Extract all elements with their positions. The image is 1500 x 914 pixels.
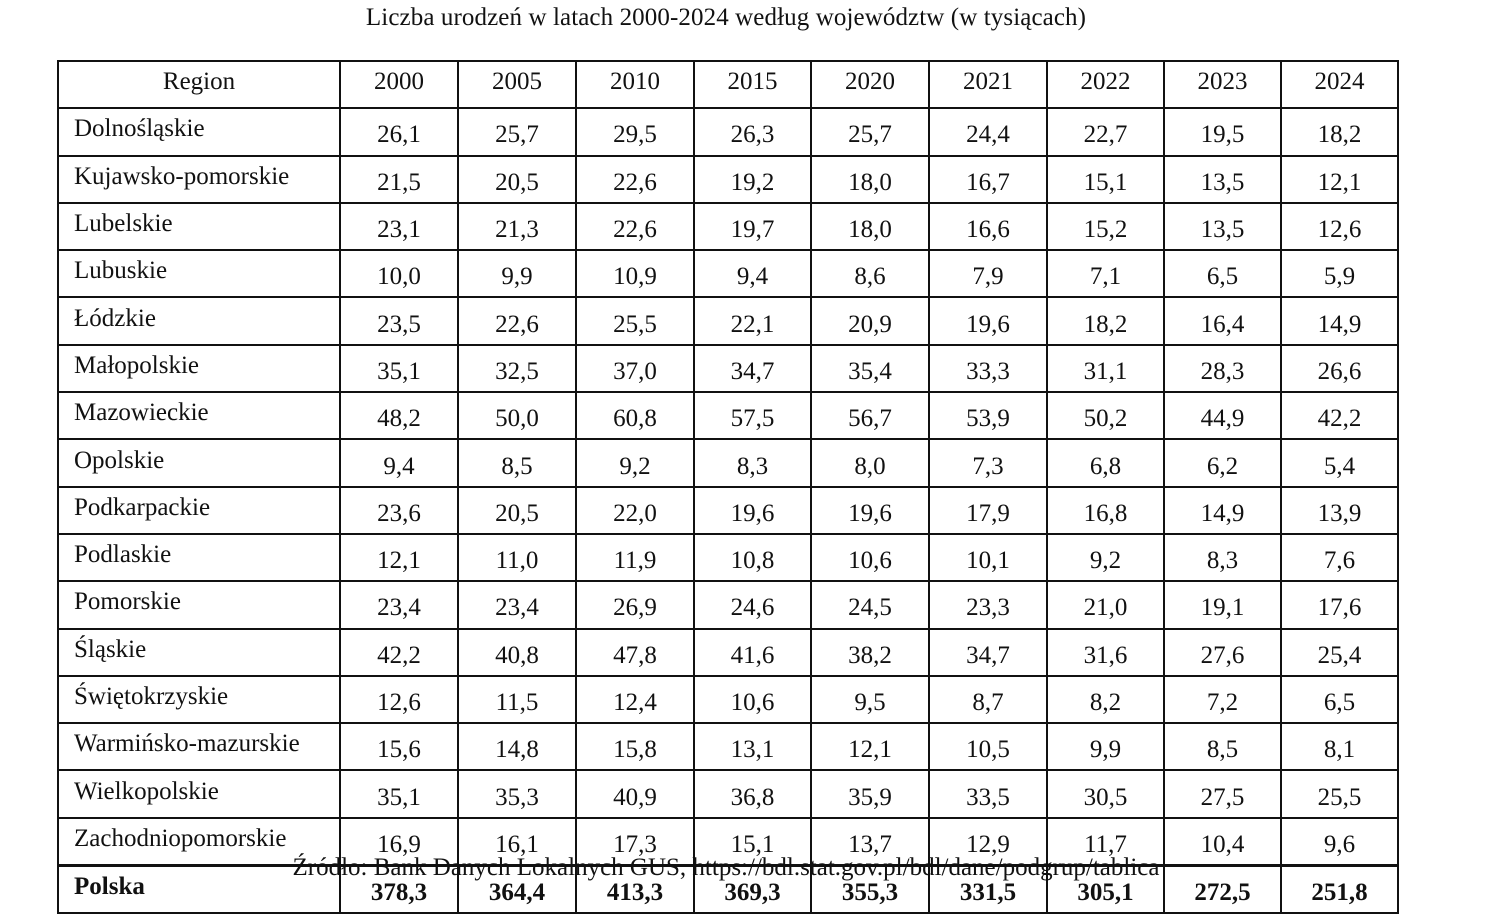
value-cell: 16,8: [1047, 487, 1164, 534]
value-cell: 11,7: [1047, 818, 1164, 866]
value-cell: 13,7: [811, 818, 929, 866]
total-value-cell: 251,8: [1281, 866, 1398, 914]
table-row: [58, 723, 1398, 770]
value-cell: 57,5: [694, 392, 811, 439]
region-name-cell: Zachodniopomorskie: [58, 818, 340, 866]
value-cell: 17,3: [576, 818, 694, 866]
column-header-year: 2010: [576, 61, 694, 108]
value-cell: 20,9: [811, 297, 929, 344]
value-cell: 5,4: [1281, 439, 1398, 486]
value-cell: 9,4: [694, 250, 811, 297]
total-value-cell: 355,3: [811, 866, 929, 914]
value-cell: 9,2: [576, 439, 694, 486]
value-cell: 10,6: [811, 534, 929, 581]
table-row: [58, 203, 1398, 250]
value-cell: 12,1: [340, 534, 458, 581]
value-cell: 56,7: [811, 392, 929, 439]
region-name-cell: Wielkopolskie: [58, 770, 340, 817]
value-cell: 23,5: [340, 297, 458, 344]
value-cell: 10,5: [929, 723, 1047, 770]
value-cell: 23,6: [340, 487, 458, 534]
region-name-cell: Małopolskie: [58, 345, 340, 392]
value-cell: 9,6: [1281, 818, 1398, 866]
region-name-cell: Łódzkie: [58, 297, 340, 344]
column-header-year: 2020: [811, 61, 929, 108]
value-cell: 15,6: [340, 723, 458, 770]
region-name-cell: Opolskie: [58, 439, 340, 486]
table-row: [58, 108, 1398, 155]
value-cell: 35,3: [458, 770, 576, 817]
value-cell: 9,2: [1047, 534, 1164, 581]
value-cell: 30,5: [1047, 770, 1164, 817]
value-cell: 22,7: [1047, 108, 1164, 155]
value-cell: 18,0: [811, 156, 929, 203]
total-value-cell: 305,1: [1047, 866, 1164, 914]
value-cell: 5,9: [1281, 250, 1398, 297]
total-value-cell: 378,3: [340, 866, 458, 914]
total-value-cell: 272,5: [1164, 866, 1281, 914]
value-cell: 50,2: [1047, 392, 1164, 439]
total-label-cell: Polska: [58, 866, 340, 914]
value-cell: 8,7: [929, 676, 1047, 723]
value-cell: 6,5: [1164, 250, 1281, 297]
value-cell: 40,8: [458, 629, 576, 676]
total-value-cell: 369,3: [694, 866, 811, 914]
value-cell: 8,0: [811, 439, 929, 486]
value-cell: 22,6: [576, 156, 694, 203]
value-cell: 7,2: [1164, 676, 1281, 723]
value-cell: 15,8: [576, 723, 694, 770]
source-note: Źródło: Bank Danych Lokalnych GUS, https://bdl.stat.gov.pl/bdl/dane/podgrup/tablica: [292, 854, 1160, 881]
value-cell: 22,6: [576, 203, 694, 250]
table-body: [58, 108, 1398, 913]
value-cell: 8,5: [458, 439, 576, 486]
value-cell: 25,4: [1281, 629, 1398, 676]
table-row: [58, 345, 1398, 392]
column-header-region: Region: [58, 61, 340, 108]
region-name-cell: Mazowieckie: [58, 392, 340, 439]
value-cell: 10,0: [340, 250, 458, 297]
value-cell: 7,9: [929, 250, 1047, 297]
value-cell: 7,1: [1047, 250, 1164, 297]
value-cell: 20,5: [458, 487, 576, 534]
value-cell: 24,5: [811, 581, 929, 628]
value-cell: 35,4: [811, 345, 929, 392]
value-cell: 12,1: [1281, 156, 1398, 203]
value-cell: 13,5: [1164, 203, 1281, 250]
value-cell: 28,3: [1164, 345, 1281, 392]
value-cell: 33,3: [929, 345, 1047, 392]
value-cell: 21,5: [340, 156, 458, 203]
table-row: [58, 487, 1398, 534]
value-cell: 60,8: [576, 392, 694, 439]
value-cell: 27,6: [1164, 629, 1281, 676]
value-cell: 12,1: [811, 723, 929, 770]
value-cell: 31,1: [1047, 345, 1164, 392]
births-table: [57, 60, 1399, 914]
value-cell: 8,3: [1164, 534, 1281, 581]
value-cell: 25,7: [811, 108, 929, 155]
value-cell: 8,2: [1047, 676, 1164, 723]
value-cell: 19,5: [1164, 108, 1281, 155]
value-cell: 23,1: [340, 203, 458, 250]
value-cell: 21,0: [1047, 581, 1164, 628]
value-cell: 10,8: [694, 534, 811, 581]
header-row: [58, 61, 1398, 108]
value-cell: 15,1: [1047, 156, 1164, 203]
column-header-year: 2022: [1047, 61, 1164, 108]
table-row: [58, 297, 1398, 344]
value-cell: 6,8: [1047, 439, 1164, 486]
value-cell: 19,6: [811, 487, 929, 534]
value-cell: 18,2: [1281, 108, 1398, 155]
value-cell: 17,6: [1281, 581, 1398, 628]
value-cell: 36,8: [694, 770, 811, 817]
value-cell: 26,3: [694, 108, 811, 155]
region-name-cell: Śląskie: [58, 629, 340, 676]
value-cell: 27,5: [1164, 770, 1281, 817]
value-cell: 10,1: [929, 534, 1047, 581]
region-name-cell: Podlaskie: [58, 534, 340, 581]
value-cell: 41,6: [694, 629, 811, 676]
value-cell: 16,7: [929, 156, 1047, 203]
region-name-cell: Świętokrzyskie: [58, 676, 340, 723]
value-cell: 34,7: [929, 629, 1047, 676]
value-cell: 23,4: [458, 581, 576, 628]
region-name-cell: Kujawsko-pomorskie: [58, 156, 340, 203]
value-cell: 42,2: [340, 629, 458, 676]
region-name-cell: Dolnośląskie: [58, 108, 340, 155]
value-cell: 34,7: [694, 345, 811, 392]
value-cell: 22,6: [458, 297, 576, 344]
table-row: [58, 770, 1398, 817]
value-cell: 12,6: [340, 676, 458, 723]
table-header: [58, 61, 1398, 108]
value-cell: 9,5: [811, 676, 929, 723]
value-cell: 8,5: [1164, 723, 1281, 770]
value-cell: 21,3: [458, 203, 576, 250]
value-cell: 18,2: [1047, 297, 1164, 344]
value-cell: 32,5: [458, 345, 576, 392]
value-cell: 48,2: [340, 392, 458, 439]
value-cell: 25,7: [458, 108, 576, 155]
value-cell: 23,4: [340, 581, 458, 628]
value-cell: 12,6: [1281, 203, 1398, 250]
value-cell: 19,6: [694, 487, 811, 534]
column-header-year: 2024: [1281, 61, 1398, 108]
column-header-year: 2023: [1164, 61, 1281, 108]
value-cell: 26,9: [576, 581, 694, 628]
value-cell: 18,0: [811, 203, 929, 250]
value-cell: 11,5: [458, 676, 576, 723]
region-name-cell: Lubuskie: [58, 250, 340, 297]
value-cell: 7,6: [1281, 534, 1398, 581]
value-cell: 16,4: [1164, 297, 1281, 344]
value-cell: 15,1: [694, 818, 811, 866]
table-row: [58, 156, 1398, 203]
value-cell: 16,1: [458, 818, 576, 866]
value-cell: 33,5: [929, 770, 1047, 817]
value-cell: 14,9: [1281, 297, 1398, 344]
value-cell: 14,9: [1164, 487, 1281, 534]
value-cell: 10,9: [576, 250, 694, 297]
value-cell: 19,1: [1164, 581, 1281, 628]
value-cell: 53,9: [929, 392, 1047, 439]
value-cell: 37,0: [576, 345, 694, 392]
value-cell: 19,7: [694, 203, 811, 250]
region-name-cell: Pomorskie: [58, 581, 340, 628]
value-cell: 16,9: [340, 818, 458, 866]
value-cell: 25,5: [576, 297, 694, 344]
value-cell: 6,2: [1164, 439, 1281, 486]
value-cell: 35,1: [340, 345, 458, 392]
value-cell: 10,6: [694, 676, 811, 723]
table-title: Liczba urodzeń w latach 2000-2024 według województw (w tysiącach): [365, 4, 1087, 31]
value-cell: 23,3: [929, 581, 1047, 628]
value-cell: 8,1: [1281, 723, 1398, 770]
value-cell: 44,9: [1164, 392, 1281, 439]
table-row: [58, 629, 1398, 676]
table-row: [58, 250, 1398, 297]
value-cell: 50,0: [458, 392, 576, 439]
value-cell: 14,8: [458, 723, 576, 770]
value-cell: 16,6: [929, 203, 1047, 250]
value-cell: 17,9: [929, 487, 1047, 534]
value-cell: 20,5: [458, 156, 576, 203]
value-cell: 35,1: [340, 770, 458, 817]
value-cell: 9,4: [340, 439, 458, 486]
value-cell: 22,1: [694, 297, 811, 344]
value-cell: 29,5: [576, 108, 694, 155]
value-cell: 40,9: [576, 770, 694, 817]
value-cell: 22,0: [576, 487, 694, 534]
table-row: [58, 676, 1398, 723]
value-cell: 9,9: [458, 250, 576, 297]
value-cell: 10,4: [1164, 818, 1281, 866]
value-cell: 31,6: [1047, 629, 1164, 676]
value-cell: 8,3: [694, 439, 811, 486]
value-cell: 26,6: [1281, 345, 1398, 392]
value-cell: 24,6: [694, 581, 811, 628]
value-cell: 19,6: [929, 297, 1047, 344]
value-cell: 15,2: [1047, 203, 1164, 250]
table-row: [58, 581, 1398, 628]
region-name-cell: Podkarpackie: [58, 487, 340, 534]
value-cell: 12,4: [576, 676, 694, 723]
column-header-year: 2015: [694, 61, 811, 108]
value-cell: 25,5: [1281, 770, 1398, 817]
value-cell: 8,6: [811, 250, 929, 297]
total-value-cell: 364,4: [458, 866, 576, 914]
table-row: [58, 392, 1398, 439]
total-value-cell: 331,5: [929, 866, 1047, 914]
value-cell: 42,2: [1281, 392, 1398, 439]
value-cell: 19,2: [694, 156, 811, 203]
value-cell: 47,8: [576, 629, 694, 676]
value-cell: 11,0: [458, 534, 576, 581]
table-row: [58, 439, 1398, 486]
value-cell: 12,9: [929, 818, 1047, 866]
region-name-cell: Warmińsko-mazurskie: [58, 723, 340, 770]
column-header-year: 2000: [340, 61, 458, 108]
value-cell: 7,3: [929, 439, 1047, 486]
value-cell: 13,9: [1281, 487, 1398, 534]
value-cell: 13,1: [694, 723, 811, 770]
column-header-year: 2021: [929, 61, 1047, 108]
value-cell: 13,5: [1164, 156, 1281, 203]
value-cell: 35,9: [811, 770, 929, 817]
value-cell: 6,5: [1281, 676, 1398, 723]
table-row: [58, 534, 1398, 581]
value-cell: 24,4: [929, 108, 1047, 155]
value-cell: 9,9: [1047, 723, 1164, 770]
value-cell: 11,9: [576, 534, 694, 581]
value-cell: 38,2: [811, 629, 929, 676]
value-cell: 26,1: [340, 108, 458, 155]
column-header-year: 2005: [458, 61, 576, 108]
region-name-cell: Lubelskie: [58, 203, 340, 250]
total-value-cell: 413,3: [576, 866, 694, 914]
